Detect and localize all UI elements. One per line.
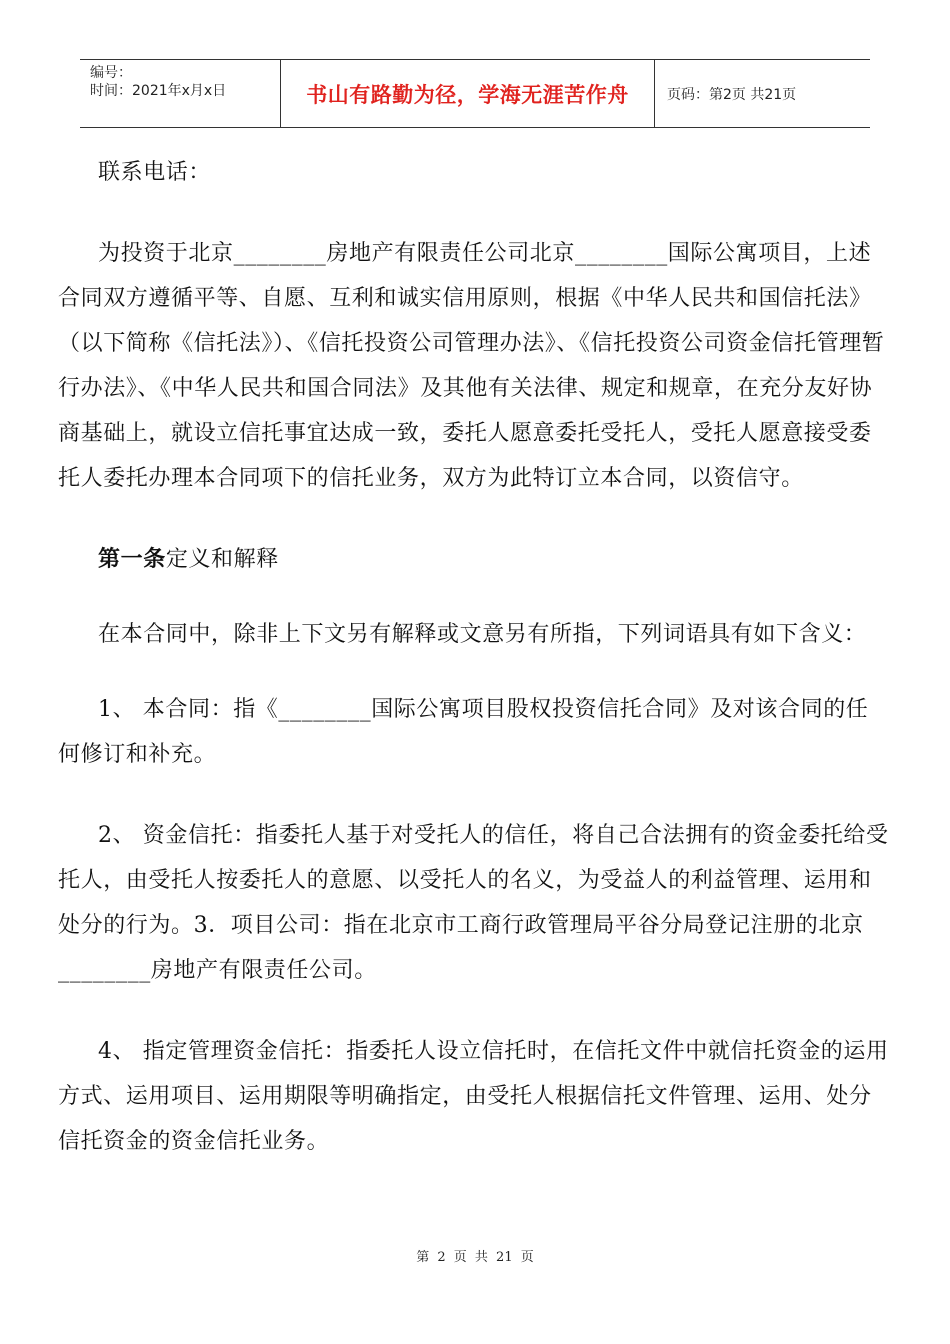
- preamble-paragraph: 为投资于北京________房地产有限责任公司北京________国际公寓项目，上述合同双方遵循平等、自愿、互利和诚实信用原则，根据《中华人民共和国信托法》（以下简称《信托法》）、《信托投资公司管理办法》、《信托投资公司资金信托管理暂行办法》、《中华人民共和国合同法》及其他有关法律、规定和规章，在充分友好协商基础上，就设立信托事宜达成一致，委托人愿意委托受托人，受托人愿意接受委托人委托办理本合同项下的信托业务，双方为此特订立本合同，以资信守。: [58, 241, 885, 491]
- definition-item-4: 4、 指定管理资金信托：指委托人设立信托时，在信托文件中就信托资金的运用方式、运用项目、运用期限等明确指定，由受托人根据信托文件管理、运用、处分信托资金的资金信托业务。: [58, 1039, 889, 1154]
- contact-phone: 联系电话：: [98, 160, 212, 185]
- document-body: [58, 150, 890, 1164]
- document-time-label: 时间：2021年x月x日: [90, 83, 227, 99]
- header-motto: 书山有路勤为径，学海无涯苦作舟: [281, 60, 655, 127]
- definitions-intro: 在本合同中，除非上下文另有解释或文意另有所指，下列词语具有如下含义：: [98, 622, 867, 647]
- page-header: [80, 59, 870, 128]
- article-1-heading: [58, 537, 890, 582]
- definition-item-2: 2、 资金信托：指委托人基于对受托人的信任，将自己合法拥有的资金委托给受托人，由受托人按委托人的意愿、以受托人的名义，为受益人的利益管理、运用和处分的行为。3．项目公司：指在北京市工商行政管理局平谷分局登记注册的北京________房地产有限责任公司。: [58, 823, 889, 983]
- document-number-label: 编号：: [90, 65, 132, 81]
- header-meta: [80, 60, 281, 127]
- header-page-number: 页码：第2页 共21页: [667, 86, 797, 103]
- article-1-number: 第一条: [98, 546, 166, 572]
- article-1-title: 定义和解释: [165, 547, 279, 572]
- definition-item-1: 1、 本合同：指《________国际公寓项目股权投资信托合同》及对该合同的任何修订和补充。: [58, 697, 869, 767]
- page-footer: 第 2 页 共 21 页: [416, 1250, 534, 1265]
